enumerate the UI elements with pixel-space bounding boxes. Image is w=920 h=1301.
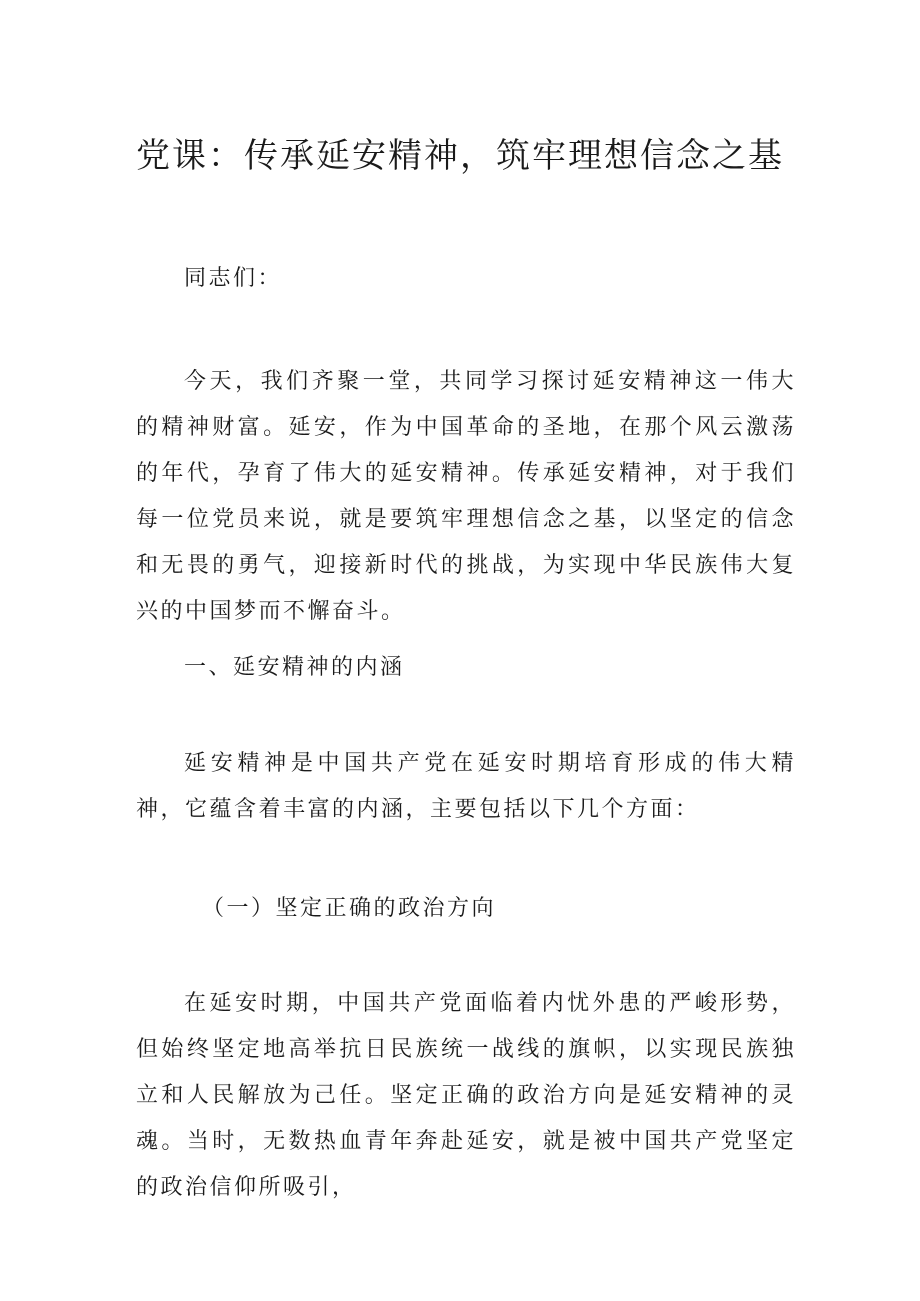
salutation: 同志们： <box>184 266 283 291</box>
section-1-intro-paragraph: 延安精神是中国共产党在延安时期培育形成的伟大精神，它蕴含着丰富的内涵，主要包括以下几个方面： <box>136 751 796 822</box>
subsection-1-body-paragraph: 在延安时期，中国共产党面临着内忧外患的严峻形势，但始终坚定地高举抗日民族统一战线的旗帜，以实现民族独立和人民解放为己任。坚定正确的政治方向是延安精神的灵魂。当时，无数热血青年奔赴延安，就是被中国共产党坚定的政治信仰所吸引， <box>136 991 796 1200</box>
document-title: 党课：传承延安精神，筑牢理想信念之基 <box>136 136 784 176</box>
intro-paragraph: 今天，我们齐聚一堂，共同学习探讨延安精神这一伟大的精神财富。延安，作为中国革命的圣地，在那个风云激荡的年代，孕育了伟大的延安精神。传承延安精神，对于我们每一位党员来说，就是要筑牢理想信念之基，以坚定的信念和无畏的勇气，迎接新时代的挑战，为实现中华民族伟大复兴的中国梦而不懈奋斗。 <box>136 369 796 624</box>
subsection-heading-1: （一）坚定正确的政治方向 <box>202 896 497 921</box>
section-heading-1: 一、延安精神的内涵 <box>184 655 405 680</box>
